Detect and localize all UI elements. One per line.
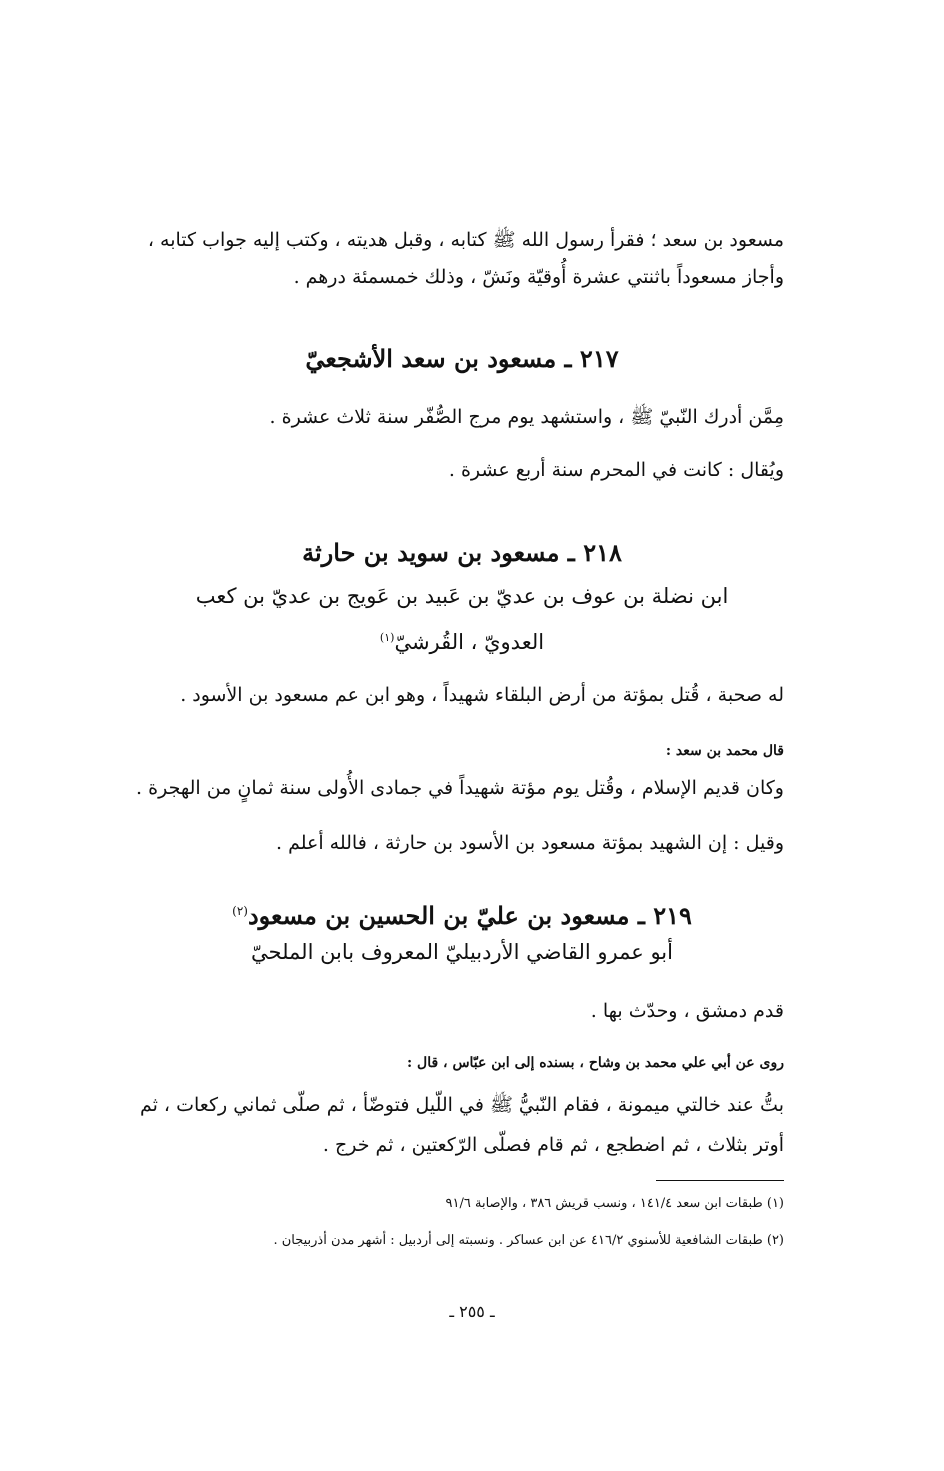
entry-218-line-3: وقيل : إن الشهيد بمؤتة مسعود بن الأسود بن حارثة ، فالله أعلم .: [276, 832, 784, 854]
entry-217-line-2: ويُقال : كانت في المحرم سنة أربع عشرة .: [448, 459, 784, 481]
entry-218-lineage-text: العدويّ ، القُرشيّ: [394, 630, 545, 654]
footnote-1: (١) طبقات ابن سعد ١٤١/٤ ، ونسب قريش ٣٨٦ ، والإصابة ٩١/٦: [445, 1196, 784, 1211]
footnote-marker-2: (٢): [232, 904, 248, 918]
page-number: ـ ٢٥٥ ـ: [449, 1302, 495, 1321]
continuation-line-1: مسعود بن سعد ؛ فقرأ رسول الله ﷺ كتابه ، وقبل هديته ، وكتب إليه جواب كتابه ،: [147, 229, 784, 251]
entry-219-line-1: قدم دمشق ، وحدّث بها .: [590, 1000, 784, 1022]
entry-217-heading: ٢١٧ ـ مسعود بن سعد الأشجعيّ: [305, 344, 619, 373]
entry-218-line-2: وكان قديم الإسلام ، وقُتل يوم مؤتة شهيداً في جمادى الأُولى سنة ثمانٍ من الهجرة .: [136, 777, 784, 799]
entry-219-line-2: بتُّ عند خالتي ميمونة ، فقام النّبيُّ ﷺ في اللّيل فتوضّأ ، ثم صلّى ثماني ركعات ، ثم: [139, 1094, 784, 1116]
entry-218-lineage-2: [140, 622, 784, 658]
entry-218-heading: ٢١٨ ـ مسعود بن سويد بن حارثة: [302, 538, 622, 567]
footnote-separator: [656, 1180, 784, 1181]
entry-218-line-1: له صحبة ، قُتل بمؤتة من أرض البلقاء شهيداً ، وهو ابن عم مسعود بن الأسود .: [180, 684, 784, 706]
entry-219-narration-label: روى عن أبي علي محمد بن وشاح ، بسنده إلى ابن عبّاس ، قال :: [407, 1055, 784, 1071]
continuation-line-2: وأجاز مسعوداً باثنتي عشرة أُوقيّة ونَشّ ، وذلك خمسمئة درهم .: [293, 266, 784, 288]
entry-219-heading: [140, 894, 784, 933]
entry-219-line-3: أوتر بثلاث ، ثم اضطجع ، ثم قام فصلّى الرّكعتين ، ثم خرج .: [322, 1134, 784, 1156]
footnote-2: (٢) طبقات الشافعية للأسنوي ٤١٦/٢ عن ابن عساكر . ونسبته إلى أردبيل : أشهر مدن أذربيجان .: [273, 1233, 784, 1248]
entry-217-line-1: مِمَّن أدرك النّبيّ ﷺ ، واستشهد يوم مرج الصُّفّر سنة ثلاث عشرة .: [269, 406, 784, 428]
entry-219-subtitle: أبو عمرو القاضي الأردبيليّ المعروف بابن الملحيّ: [251, 940, 673, 964]
entry-218-source-label: قال محمد بن سعد :: [665, 743, 784, 759]
footnote-marker-1: (١): [379, 631, 395, 644]
entry-218-lineage-1: ابن نضلة بن عوف بن عديّ بن عَبيد بن عَويج بن عديّ بن كعب: [195, 584, 729, 608]
entry-219-heading-text: ٢١٩ ـ مسعود بن عليّ بن الحسين بن مسعود: [247, 901, 692, 930]
